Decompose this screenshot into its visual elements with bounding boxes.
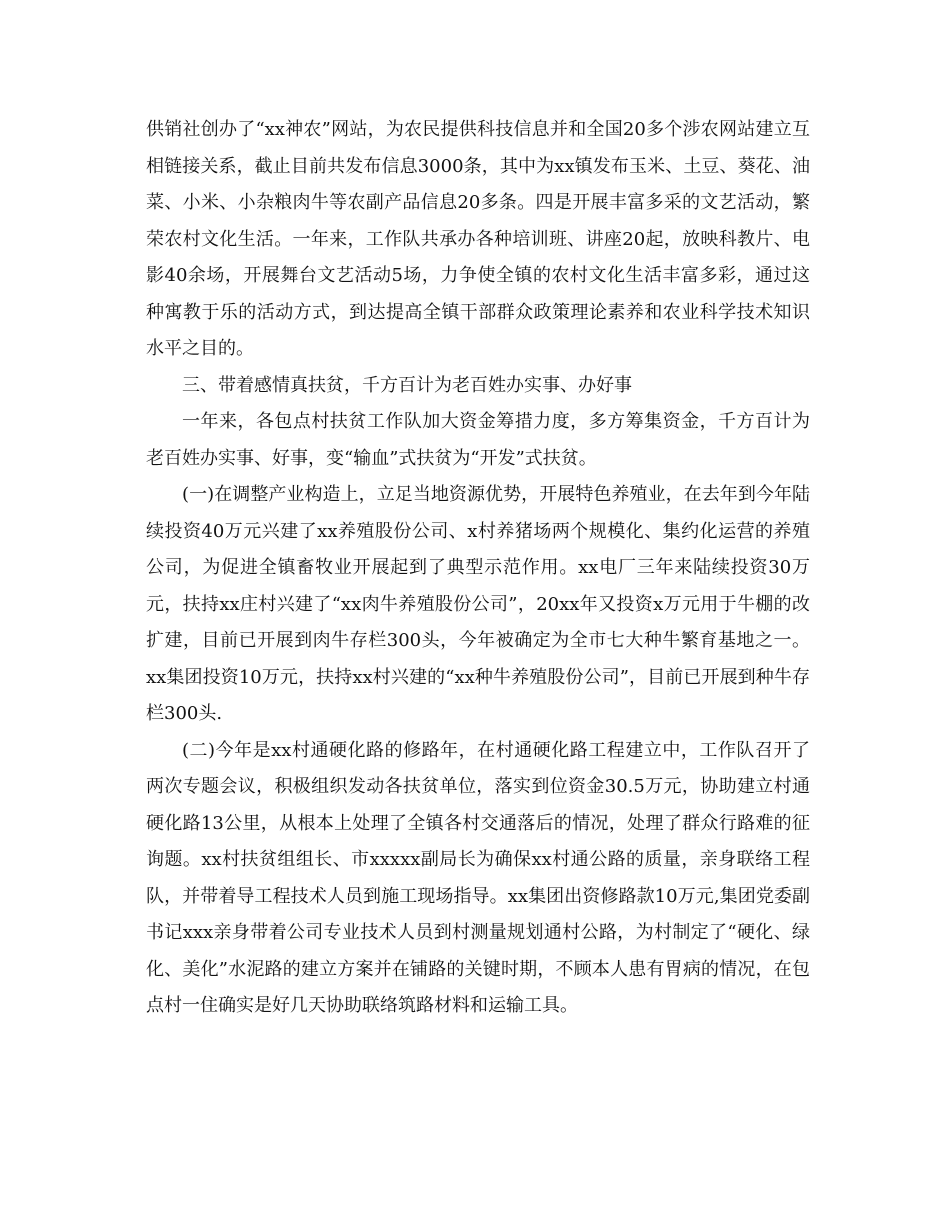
paragraph-continuation: 供销社创办了“xx神农”网站，为农民提供科技信息并和全国20多个涉农网站建立互相链接关系，截止目前共发布信息3000条，其中为xx镇发布玉米、土豆、葵花、油菜、小米、小杂粮肉牛等农副产品信息20多条。四是开展丰富多采的文艺活动，繁荣农村文化生活。一年来，工作队共承办各种培训班、讲座20起，放映科教片、电影40余场，开展舞台文艺活动5场，力争使全镇的农村文化生活丰富多彩，通过这种寓教于乐的活动方式，到达提高全镇干部群众政策理论素养和农业科学技术知识水平之目的。: [146, 119, 810, 359]
paragraph-intro: 一年来，各包点村扶贫工作队加大资金筹措力度，多方筹集资金，千方百计为老百姓办实事、好事，变“输血”式扶贫为“开发”式扶贫。: [146, 411, 810, 469]
document-body: [146, 112, 810, 1025]
section-heading: 三、带着感情真扶贫，千方百计为老百姓办实事、办好事: [182, 374, 632, 396]
paragraph-item-2: (二)今年是xx村通硬化路的修路年，在村通硬化路工程建立中，工作队召开了两次专题会议，积极组织发动各扶贫单位，落实到位资金30.5万元，协助建立村通硬化路13公里，从根本上处理了全镇各村交通落后的情况，处理了群众行路难的征询题。xx村扶贫组组长、市xxxxx副局长为确保xx村通公路的质量，亲身联络工程队，并带着导工程技术人员到施工现场指导。xx集团出资修路款10万元,集团党委副书记xxx亲身带着公司专业技术人员到村测量规划通村公路，为村制定了“硬化、绿化、美化”水泥路的建立方案并在铺路的关键时期，不顾本人患有胃病的情况，在包点村一住确实是好几天协助联络筑路材料和运输工具。: [146, 739, 810, 1016]
paragraph-item-1: (一)在调整产业构造上，立足当地资源优势，开展特色养殖业，在去年到今年陆续投资40万元兴建了xx养殖股份公司、x村养猪场两个规模化、集约化运营的养殖公司，为促进全镇畜牧业开展起到了典型示范作用。xx电厂三年来陆续投资30万元，扶持xx庄村兴建了“xx肉牛养殖股份公司”，20xx年又投资x万元用于牛棚的改扩建，目前已开展到肉牛存栏300头，今年被确定为全市七大种牛繁育基地之一。xx集团投资10万元，扶持xx村兴建的“xx种牛养殖股份公司”，目前已开展到种牛存栏300头.: [146, 484, 810, 724]
